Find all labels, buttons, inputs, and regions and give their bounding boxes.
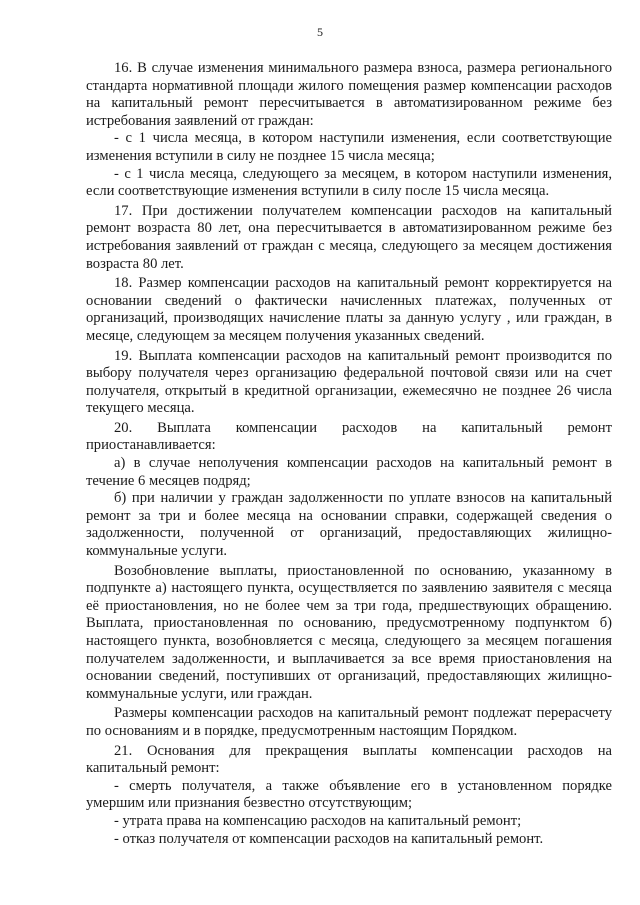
paragraph-16-item-1: - с 1 числа месяца, в котором наступили изменения, если соответствующие изменения вступили в силу не позднее 15 числа месяца;: [86, 130, 612, 164]
paragraph-16-item-2: - с 1 числа месяца, следующего за месяцем, в котором наступили изменения, если соответствующие изменения вступили в силу после 15 числа месяца.: [86, 165, 612, 200]
paragraph-20-item-a: а) в случае неполучения компенсации расходов на капитальный ремонт в течение 6 месяцев подряд;: [86, 455, 612, 489]
paragraph-21-item-2: - утрата права на компенсацию расходов на капитальный ремонт;: [114, 812, 522, 829]
page-number: 5: [317, 25, 323, 39]
paragraph-recalculation: Размеры компенсации расходов на капитальный ремонт подлежат перерасчету по основаниям и в порядке, предусмотренным настоящим Порядком.: [86, 705, 612, 739]
paragraph-20: 20. Выплата компенсации расходов на капитальный ремонт приостанавливается:: [86, 419, 612, 454]
paragraph-20-item-b: б) при наличии у граждан задолженности по уплате взносов на капитальный ремонт за три и более месяца на основании справки, содержащей сведения о задолженности, полученной от организаций, предоставляющих жилищно-коммунальные услуги.: [86, 490, 612, 560]
paragraph-21: 21. Основания для прекращения выплаты компенсации расходов на капитальный ремонт:: [86, 742, 612, 777]
paragraph-18: 18. Размер компенсации расходов на капитальный ремонт корректируется на основании сведений о фактически начисленных платежах, полученных от организаций, производящих начисление платы за данную услугу , или граждан, в месяце, следующем за месяцем получения указанных сведений.: [86, 275, 612, 344]
paragraph-21-item-3: - отказ получателя от компенсации расходов на капитальный ремонт.: [114, 830, 544, 847]
paragraph-resumption: Возобновление выплаты, приостановленной по основанию, указанному в подпункте а) настоящего пункта, осуществляется по заявлению заявителя с месяца её приостановления, но не более чем за три года, предшествующих обращению. Выплата, приостановленная по основанию, предусмотренному подпунктом б) настоящего пункта, возобновляется с месяца, следующего за месяцем погашения получателем задолженности, и выплачивается за все время приостановления на основании сведений, поступивших от организаций, предоставляющих жилищно-коммунальные услуги, или граждан.: [86, 562, 612, 702]
document-body: [86, 60, 612, 848]
paragraph-21-item-1: - смерть получателя, а также объявление его в установленном порядке умершим или признания безвестно отсутствующим;: [86, 777, 612, 812]
paragraph-16: 16. В случае изменения минимального размера взноса, размера регионального стандарта нормативной площади жилого помещения размер компенсации расходов на капитальный ремонт пересчитывается в автоматизированном режиме без истребования заявлений от граждан:: [86, 60, 612, 129]
paragraph-17: 17. При достижении получателем компенсации расходов на капитальный ремонт возраста 80 лет, она пересчитывается в автоматизированном режиме без истребования заявлений от граждан с месяца, следующего за месяцем достижения возраста 80 лет.: [86, 202, 612, 272]
paragraph-19: 19. Выплата компенсации расходов на капитальный ремонт производится по выбору получателя через организацию федеральной почтовой связи или на счет получателя, открытый в кредитной организации, ежемесячно не позднее 26 числа текущего месяца.: [86, 347, 612, 417]
